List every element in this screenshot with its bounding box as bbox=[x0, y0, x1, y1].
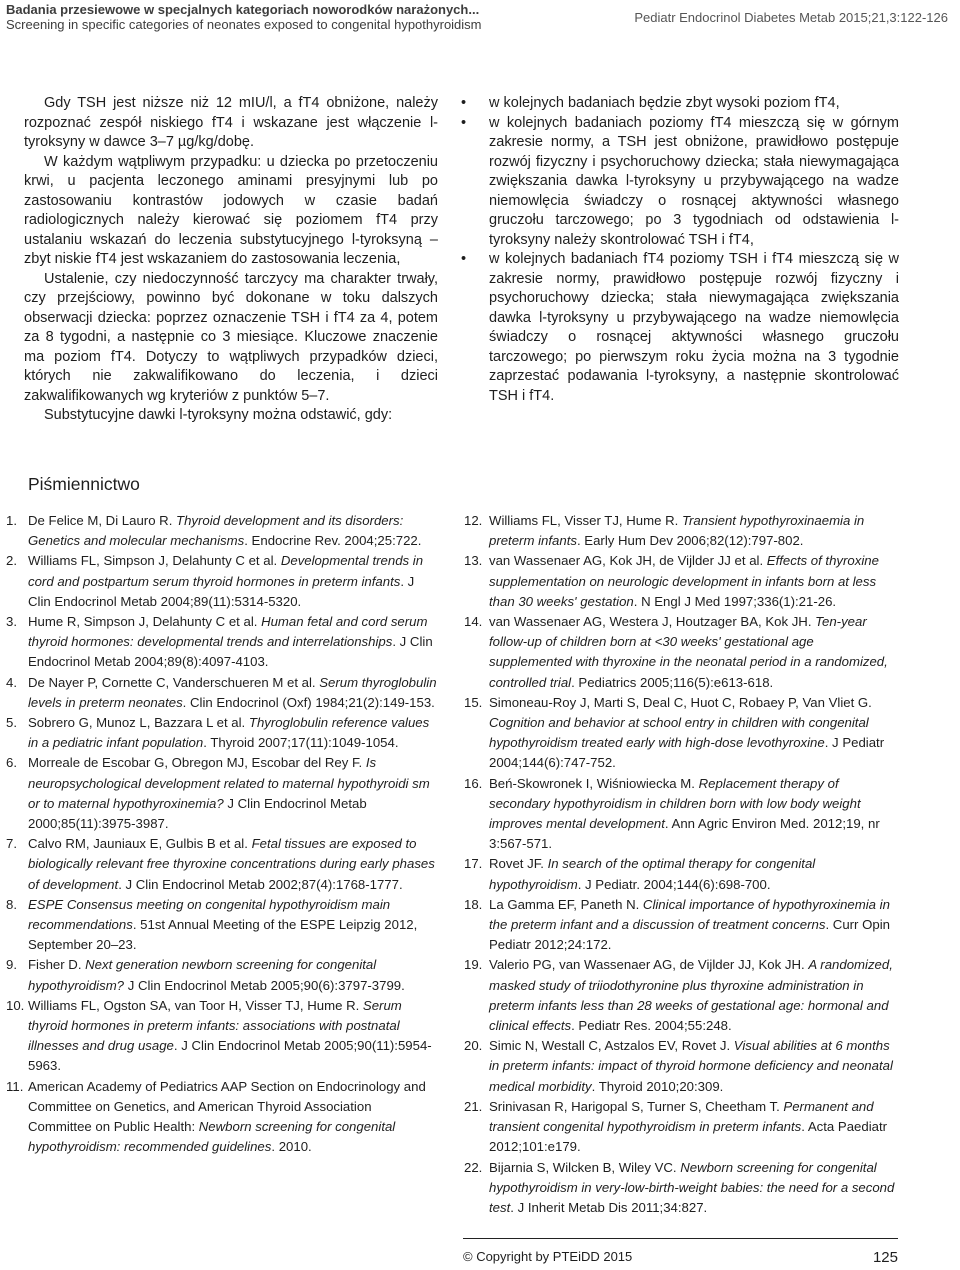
reference-source: . Curr Opin Pediatr 2012;24:172. bbox=[489, 917, 890, 953]
reference-title: A randomized, masked study of triiodothyronine plus thyroxine administration in preterm infants less than 28 weeks of gestational age: hormonal and clinical effects bbox=[489, 957, 893, 1034]
reference-number: 14. bbox=[464, 614, 483, 630]
reference-item bbox=[464, 1097, 899, 1158]
reference-item bbox=[464, 955, 899, 1036]
reference-source: . J Clin Endocrinol Metab 2002;87(4):1768-1777. bbox=[118, 876, 403, 892]
reference-authors: La Gamma EF, Paneth N. bbox=[489, 896, 643, 912]
paragraph-permanent-vs-transient: Ustalenie, czy niedoczynność tarczycy ma charakter trwały, czy przejściowy, powinno być dokonane w toku dalszych obserwacji dziecka: poprzez oznaczenie TSH i fT4 za 4, potem za 8 tygodni, a następnie co 3 miesiące. Kluczowe znaczenie ma poziom fT4. Dotyczy to wątpliwych przypadków dzieci, których nie zakwalifikowano do leczenia, i dzieci zakwalifikowanych wg kryteriów z punktów 5–7. bbox=[24, 270, 438, 404]
reference-title: Transient hypothyroxinaemia in preterm infants bbox=[489, 513, 865, 549]
reference-title: ESPE Consensus meeting on congenital hypothyroidism main recommendations bbox=[28, 896, 391, 933]
reference-title: Serum thyroglobulin levels in preterm neonates bbox=[28, 674, 437, 710]
reference-number: 11. bbox=[6, 1078, 24, 1094]
reference-title: Newborn screening for congenital hypothyroidism in very-low-birth-weight babies: the need for a second test bbox=[489, 1159, 895, 1215]
criteria-text: w kolejnych badaniach fT4 poziomy TSH i fT4 mieszczą się w zakresie normy, prawidłowo postępuje rozwój fizyczny i psychoruchowy dziecka; stała niewymagająca zwiększania dawka l-tyroksyny u przybywającego na wadze niemowlęcia świadczy o rosnącej aktywności własnego gruczołu tarczowego; po pierwszym roku życia można na 3 tygodnie zaprzestać podawania l-tyroksyny, a następnie skontrolować TSH i fT4. bbox=[489, 251, 899, 404]
reference-item bbox=[464, 1036, 899, 1097]
reference-source: . Acta Paediatr 2012;101:e179. bbox=[489, 1119, 888, 1155]
reference-title: Effects of thyroxine supplementation on neurologic development in infants born at less than 30 weeks' gestation bbox=[489, 553, 879, 609]
criteria-text: w kolejnych badaniach będzie zbyt wysoki poziom fT4, bbox=[489, 95, 840, 111]
reference-authors: American Academy of Pediatrics AAP Section on Endocrinology and Committee on Genetics, and American Thyroid Association Committee on Public Health: bbox=[28, 1078, 426, 1135]
reference-item bbox=[464, 774, 899, 855]
reference-item bbox=[464, 693, 899, 774]
reference-number: 13. bbox=[464, 553, 483, 569]
references-list-left bbox=[6, 511, 438, 1158]
reference-title: In search of the optimal therapy for congenital hypothyroidism bbox=[489, 856, 816, 892]
reference-number: 22. bbox=[464, 1159, 483, 1175]
reference-item bbox=[464, 1158, 899, 1219]
reference-source: . Pediatr Res. 2004;55:248. bbox=[571, 1018, 732, 1034]
reference-source: . J Clin Endocrinol Metab 2005;90(11):5954-5963. bbox=[28, 1038, 432, 1074]
reference-item bbox=[464, 551, 899, 612]
criteria-item bbox=[461, 114, 899, 251]
reference-source: . Pediatrics 2005;116(5):e613-618. bbox=[571, 674, 774, 690]
reference-authors: Rovet JF. bbox=[489, 856, 548, 872]
reference-item bbox=[6, 1077, 438, 1158]
reference-title: Newborn screening for congenital hypothyroidism: recommended guidelines bbox=[28, 1119, 396, 1155]
reference-authors: Fisher D. bbox=[28, 957, 86, 973]
reference-title: Ten-year follow-up of children born at <30 weeks' gestational age supplemented with thyroxine in the neonatal period in a randomized, controlled trial bbox=[489, 614, 888, 690]
reference-source: . J Pediatr. 2004;144(6):698-700. bbox=[577, 876, 771, 892]
reference-number: 4. bbox=[6, 674, 17, 690]
reference-source: J Clin Endocrinol Metab 2000;85(11):3975-3987. bbox=[28, 795, 367, 832]
page-number: 125 bbox=[872, 1249, 898, 1266]
reference-item bbox=[6, 895, 438, 956]
bullet-icon: • bbox=[461, 95, 467, 111]
reference-title: Replacement therapy of secondary hypothyroidism in children born with low body weight improves mental development bbox=[489, 775, 861, 832]
reference-item bbox=[6, 713, 438, 753]
reference-number: 8. bbox=[6, 896, 17, 912]
bullet-icon: • bbox=[461, 251, 467, 267]
reference-number: 6. bbox=[6, 755, 17, 771]
reference-title: Clinical importance of hypothyroxinemia in the preterm infant and a discussion of treatment concerns bbox=[489, 896, 890, 933]
reference-number: 1. bbox=[6, 513, 17, 528]
reference-item bbox=[6, 955, 438, 995]
reference-item bbox=[6, 511, 438, 551]
reference-item bbox=[6, 996, 438, 1077]
references-list-right bbox=[464, 511, 899, 1218]
reference-source: . Endocrine Rev. 2004;25:722. bbox=[244, 533, 422, 549]
reference-source: . J Clin Endocrinol Metab 2004;89(8):4097-4103. bbox=[28, 634, 433, 670]
discontinuation-criteria-list bbox=[461, 94, 899, 406]
criteria-text: w kolejnych badaniach poziomy fT4 mieszczą się w górnym zakresie normy, a TSH jest obniżone, prawidłowo postępuje rozwój fizyczny i psychoruchowy dziecka; stała niewymagająca zwiększania dawka l-tyroksyny u przybywającego na wadze niemowlęcia świadczy o rosnącej aktywności własnego gruczołu tarczowego; po 3 tygodniach od odstawienia l-tyroksyny należy skontrolować TSH i fT4, bbox=[489, 114, 899, 248]
reference-authors: Sobrero G, Munoz L, Bazzara L et al. bbox=[28, 715, 249, 731]
reference-number: 3. bbox=[6, 614, 17, 630]
reference-number: 2. bbox=[6, 553, 17, 569]
criteria-item bbox=[461, 94, 899, 114]
reference-source: . N Engl J Med 1997;336(1):21-26. bbox=[633, 593, 837, 609]
reference-number: 10. bbox=[6, 997, 25, 1013]
reference-source: . J Clin Endocrinol Metab 2004;89(11):5314-5320. bbox=[28, 573, 415, 609]
reference-source: . Thyroid 2007;17(11):1049-1054. bbox=[203, 735, 399, 751]
header-english-title: Screening in specific categories of neonates exposed to congenital hypothyroidism bbox=[6, 17, 482, 32]
reference-authors: van Wassenaer AG, Westera J, Houtzager BA, Kok JH. bbox=[489, 614, 816, 630]
reference-item bbox=[6, 612, 438, 673]
body-column-left bbox=[24, 94, 438, 426]
reference-authors: Simic N, Westall C, Astzalos EV, Rovet J. bbox=[489, 1038, 734, 1054]
reference-title: Visual abilities at 6 months in preterm infants: impact of thyroid hormone deficiency and neonatal medical morbidity bbox=[489, 1038, 893, 1094]
reference-item bbox=[6, 551, 438, 612]
reference-title: Cognition and behavior at school entry in children with congenital hypothyroidism treated early with high-dose levothyroxine bbox=[489, 715, 869, 751]
reference-source: . J Pediatr 2004;144(6):747-752. bbox=[489, 735, 885, 771]
reference-authors: De Nayer P, Cornette C, Vanderschueren M et al. bbox=[28, 674, 320, 690]
reference-title: Human fetal and cord serum thyroid hormones: developmental trends and interrelationships bbox=[28, 614, 428, 650]
paragraph-discontinuation-intro: Substytucyjne dawki l-tyroksyny można odstawić, gdy: bbox=[44, 407, 393, 423]
reference-authors: Simoneau-Roy J, Marti S, Deal C, Huot C, Robaey P, Van Vliet G. bbox=[489, 694, 872, 710]
reference-title: Is neuropsychological development related to maternal hypothyroidi sm or to maternal hypothyroxinemia? bbox=[28, 755, 430, 811]
reference-item bbox=[6, 673, 438, 713]
page-footer bbox=[463, 1238, 898, 1269]
reference-authors: Valerio PG, van Wassenaer AG, de Vijlder JJ, Kok JH. bbox=[489, 957, 809, 973]
copyright-notice: © Copyright by PTEiDD 2015 bbox=[463, 1249, 633, 1264]
paragraph-low-ft4: Gdy TSH jest niższe niż 12 mIU/l, a fT4 obniżone, należy rozpoznać zespół niskiego fT4 i wskazane jest włączenie l-tyroksyny w dawce 3–7 µg/kg/dobę. bbox=[24, 95, 438, 150]
reference-source: . Thyroid 2010;20:309. bbox=[591, 1078, 724, 1094]
reference-title: Serum thyroid hormones in preterm infants: associations with postnatal illnesses and drug usage bbox=[28, 997, 402, 1054]
reference-authors: van Wassenaer AG, Kok JH, de Vijlder JJ et al. bbox=[489, 553, 767, 569]
header-left bbox=[6, 2, 482, 32]
reference-item bbox=[6, 753, 438, 834]
reference-title: Permanent and transient congenital hypothyroidism in preterm infants bbox=[489, 1098, 874, 1135]
reference-item bbox=[464, 854, 899, 894]
reference-number: 17. bbox=[464, 856, 483, 872]
reference-authors: Srinivasan R, Harigopal S, Turner S, Cheetham T. bbox=[489, 1098, 784, 1114]
running-header bbox=[0, 0, 960, 36]
reference-source: . Clin Endocrinol (Oxf) 1984;21(2):149-153. bbox=[182, 694, 435, 710]
reference-source: . Early Hum Dev 2006;82(12):797-802. bbox=[576, 533, 804, 549]
reference-item bbox=[6, 834, 438, 895]
reference-item bbox=[464, 612, 899, 693]
reference-item bbox=[464, 511, 899, 551]
reference-title: Next generation newborn screening for congenital hypothyroidism? bbox=[28, 957, 377, 993]
reference-source: . 2010. bbox=[271, 1139, 312, 1155]
reference-authors: Williams FL, Simpson J, Delahunty C et al. bbox=[28, 553, 281, 569]
reference-title: Fetal tissues are exposed to biologically relevant free thyroxine concentrations during early phases of development bbox=[28, 836, 435, 892]
reference-number: 12. bbox=[464, 513, 483, 528]
reference-authors: Hume R, Simpson J, Delahunty C et al. bbox=[28, 614, 262, 630]
reference-source: J Clin Endocrinol Metab 2005;90(6):3797-3799. bbox=[124, 977, 405, 993]
reference-source: . J Inherit Metab Dis 2011;34:827. bbox=[510, 1199, 708, 1215]
reference-title: Developmental trends in cord and postpartum serum thyroid hormones in preterm infants bbox=[28, 553, 424, 589]
journal-citation: Pediatr Endocrinol Diabetes Metab 2015;21,3:122-126 bbox=[634, 10, 948, 25]
reference-number: 5. bbox=[6, 715, 17, 731]
header-polish-title: Badania przesiewowe w specjalnych kategoriach noworodków narażonych... bbox=[6, 2, 480, 17]
reference-authors: Beń-Skowronek I, Wiśniowiecka M. bbox=[489, 775, 699, 791]
reference-number: 18. bbox=[464, 896, 483, 912]
reference-authors: Williams FL, Ogston SA, van Toor H, Visser TJ, Hume R. bbox=[28, 997, 363, 1013]
references-heading: Piśmiennictwo bbox=[28, 474, 140, 494]
body-column-right bbox=[461, 94, 899, 406]
reference-number: 9. bbox=[6, 957, 17, 973]
reference-item bbox=[464, 895, 899, 956]
reference-authors: De Felice M, Di Lauro R. bbox=[28, 513, 177, 528]
reference-number: 20. bbox=[464, 1038, 483, 1054]
reference-title: Thyroglobulin reference values in a pediatric infant population bbox=[28, 715, 430, 751]
reference-source: . 51st Annual Meeting of the ESPE Leipzig 2012, September 20–23. bbox=[28, 917, 418, 953]
reference-authors: Williams FL, Visser TJ, Hume R. bbox=[489, 513, 682, 528]
reference-authors: Bijarnia S, Wilcken B, Wiley VC. bbox=[489, 1159, 681, 1175]
reference-number: 16. bbox=[464, 775, 483, 791]
reference-number: 15. bbox=[464, 694, 483, 710]
reference-number: 21. bbox=[464, 1098, 483, 1114]
reference-title: Thyroid development and its disorders: Genetics and molecular mechanisms bbox=[28, 513, 404, 549]
criteria-item bbox=[461, 250, 899, 406]
bullet-icon: • bbox=[461, 114, 467, 131]
reference-authors: Calvo RM, Jauniaux E, Gulbis B et al. bbox=[28, 836, 252, 852]
reference-authors: Morreale de Escobar G, Obregon MJ, Escobar del Rey F. bbox=[28, 755, 366, 771]
reference-source: . Ann Agric Environ Med. 2012;19, nr 3:567-571. bbox=[489, 816, 880, 852]
reference-number: 7. bbox=[6, 836, 17, 852]
paragraph-doubtful-cases: W każdym wątpliwym przypadku: u dziecka po przetoczeniu krwi, u pacjenta leczonego aminami presyjnymi lub po zastosowaniu kontrastów jodowych w czasie badań radiologicznych należy kierować się poziomem fT4 przy ustalaniu wskazań do leczenia substytucyjnego l-tyroksyną – zbyt niskie fT4 jest wskazaniem do zastosowania leczenia, bbox=[24, 153, 438, 267]
reference-number: 19. bbox=[464, 957, 483, 973]
